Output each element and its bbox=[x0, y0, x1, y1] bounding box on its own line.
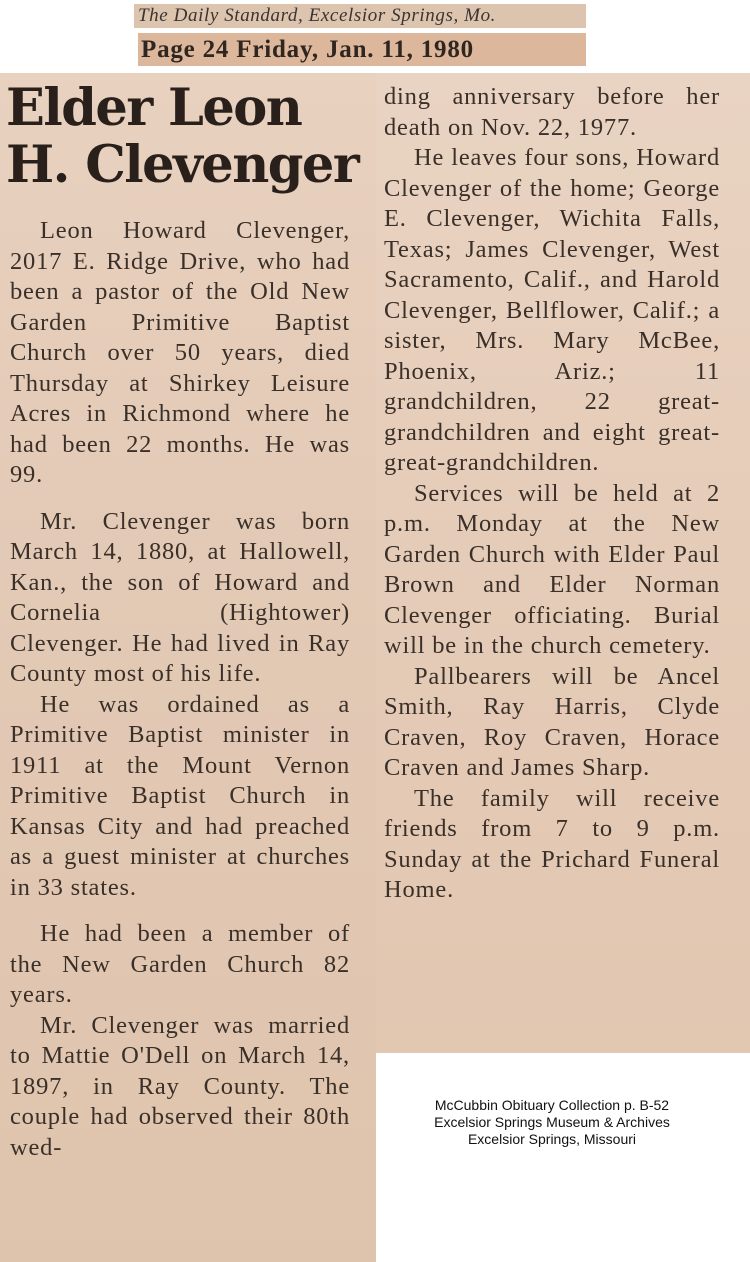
paragraph-birth: Mr. Clevenger was born March 14, 1880, at Hallowell, Kan., the son of Howard and Cornelia (Hightower) Clevenger. He had lived in Ray County most of his life. bbox=[10, 507, 350, 687]
credit-collection: McCubbin Obituary Collection p. B-52 bbox=[434, 1097, 670, 1113]
paragraph-services: Services will be held at 2 p.m. Monday at the New Garden Church with Elder Paul Brown and Elder Norman Clevenger officiating. Burial will be in the church cemetery. bbox=[384, 479, 720, 659]
obituary-right-column bbox=[384, 82, 720, 906]
paragraph-ordination: He was ordained as a Primitive Baptist minister in 1911 at the Mount Vernon Primitive Baptist Church in Kansas City and had preached as a guest minister at churches in 33 states. bbox=[10, 690, 350, 901]
page-dateline: Page 24 Friday, Jan. 11, 1980 bbox=[138, 33, 586, 66]
paragraph-survivors: He leaves four sons, Howard Clevenger of the home; George E. Clevenger, Wichita Falls, Texas; James Clevenger, West Sacramento, Calif., and Harold Clevenger, Bellflower, Calif.; a sister, Mrs. Mary McBee, Phoenix, Ariz.; 11 grandchildren, 22 great-grandchildren and eight great-great-grandchildren. bbox=[384, 144, 720, 476]
archive-credit bbox=[396, 1097, 708, 1148]
obituary-headline: Elder Leon H. Clevenger bbox=[6, 78, 359, 195]
paragraph-membership: He had been a member of the New Garden Church 82 years. bbox=[10, 920, 350, 1008]
newspaper-masthead: The Daily Standard, Excelsior Springs, Mo. bbox=[134, 4, 586, 28]
credit-museum: Excelsior Springs Museum & Archives bbox=[434, 1114, 670, 1130]
paragraph-marriage: Mr. Clevenger was married to Mattie O'Dell on March 14, 1897, in Ray County. The couple had observed their 80th wed- bbox=[10, 1011, 350, 1161]
obituary-left-column bbox=[10, 216, 350, 1163]
credit-location: Excelsior Springs, Missouri bbox=[467, 1131, 637, 1147]
paragraph-pallbearers: Pallbearers will be Ancel Smith, Ray Harris, Clyde Craven, Roy Craven, Horace Craven and James Sharp. bbox=[384, 662, 720, 781]
paragraph-intro: Leon Howard Clevenger, 2017 E. Ridge Drive, who had been a pastor of the Old New Garden Primitive Baptist Church over 50 years, died Thursday at Shirkey Leisure Acres in Richmond where he had been 22 months. He was 99. bbox=[10, 217, 350, 488]
paragraph-visitation: The family will receive friends from 7 to 9 p.m. Sunday at the Prichard Funeral Home. bbox=[384, 784, 720, 903]
paragraph-anniversary-continued: ding anniversary before her death on Nov. 22, 1977. bbox=[384, 83, 720, 141]
